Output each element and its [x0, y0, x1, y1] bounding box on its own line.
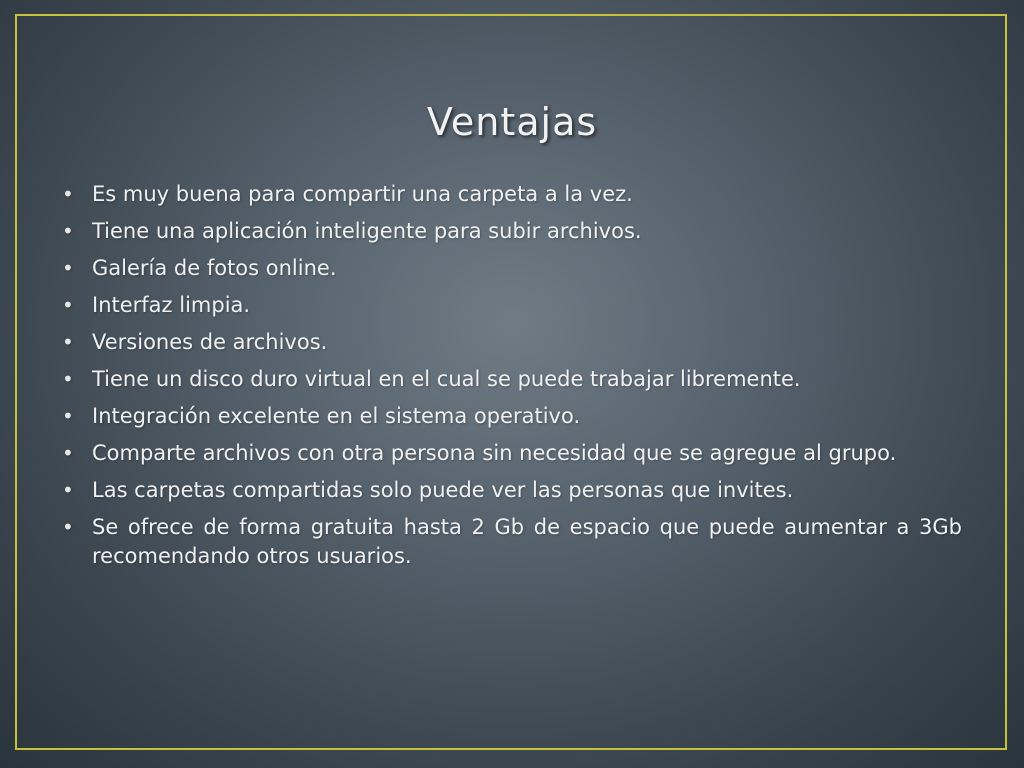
bullet-item — [60, 291, 962, 320]
bullet-list — [60, 180, 962, 579]
bullet-text: Es muy buena para compartir una carpeta a la vez. — [92, 182, 633, 206]
bullet-item — [60, 217, 962, 246]
bullet-icon: • — [62, 515, 74, 539]
slide-title: Ventajas — [426, 100, 598, 144]
bullet-icon: • — [62, 367, 74, 391]
bullet-icon: • — [62, 256, 74, 280]
bullet-item — [60, 476, 962, 505]
bullet-icon: • — [62, 293, 74, 317]
bullet-icon: • — [62, 441, 74, 465]
bullet-text: Galería de fotos online. — [92, 256, 337, 280]
bullet-item — [60, 513, 962, 571]
bullet-icon: • — [62, 404, 74, 428]
bullet-text: Tiene un disco duro virtual en el cual se puede trabajar libremente. — [92, 367, 801, 391]
bullet-icon: • — [62, 330, 74, 354]
bullet-item — [60, 180, 962, 209]
bullet-item — [60, 254, 962, 283]
bullet-text: Tiene una aplicación inteligente para subir archivos. — [92, 219, 642, 243]
bullet-text: Se ofrece de forma gratuita hasta 2 Gb de espacio que puede aumentar a 3Gb recomendando otros usuarios. — [92, 515, 962, 568]
bullet-icon: • — [62, 478, 74, 502]
bullet-item — [60, 439, 962, 468]
bullet-text: Las carpetas compartidas solo puede ver las personas que invites. — [92, 478, 794, 502]
bullet-text: Versiones de archivos. — [92, 330, 328, 354]
bullet-icon: • — [62, 182, 74, 206]
bullet-item — [60, 328, 962, 357]
bullet-text: Comparte archivos con otra persona sin necesidad que se agregue al grupo. — [92, 441, 897, 465]
bullet-item — [60, 402, 962, 431]
bullet-item — [60, 365, 962, 394]
bullet-text: Integración excelente en el sistema operativo. — [92, 404, 581, 428]
bullet-icon: • — [62, 219, 74, 243]
bullet-text: Interfaz limpia. — [92, 293, 251, 317]
